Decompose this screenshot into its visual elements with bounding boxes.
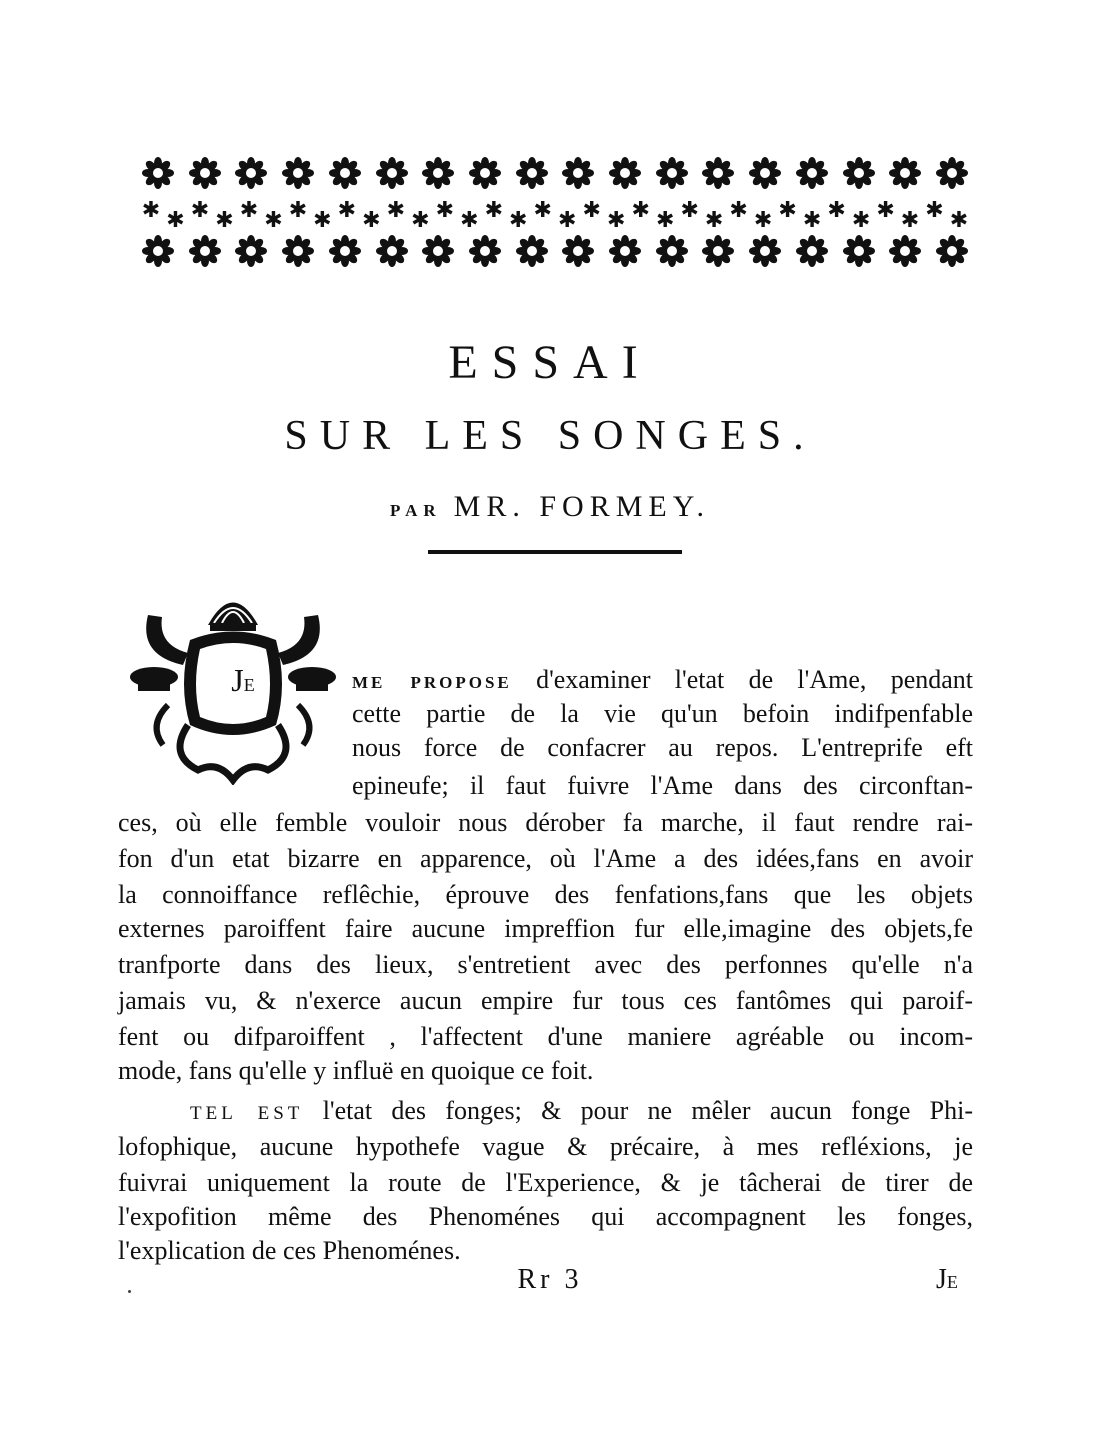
fleuron-icon xyxy=(794,155,830,191)
star-icon: ✱ xyxy=(215,207,234,232)
fleuron-icon xyxy=(654,233,690,269)
text-line xyxy=(118,878,973,912)
text-line xyxy=(190,1094,973,1131)
fleuron-icon xyxy=(887,155,923,191)
star-icon: ✱ xyxy=(729,197,748,222)
text-line xyxy=(118,912,973,946)
fleuron-icon xyxy=(233,155,269,191)
line-text: l'expofition même des Phenoménes qui accompagnent les fonges, xyxy=(118,1202,973,1231)
fleuron-icon xyxy=(934,233,970,269)
line-text: externes paroiffent faire aucune impreffion fur elle,imagine des objets,fe xyxy=(118,914,973,943)
star-icon: ✱ xyxy=(900,207,920,232)
text-line xyxy=(118,842,973,876)
text-line xyxy=(118,1130,973,1164)
catchword-small: E xyxy=(946,1272,958,1292)
fleuron-icon xyxy=(794,233,830,269)
fleuron-icon xyxy=(374,155,410,191)
line-text: jamais vu, & n'exerce aucun empire fur tous ces fantômes qui paroif- xyxy=(118,986,973,1015)
fleuron-icon xyxy=(887,233,923,269)
text-line xyxy=(118,948,973,982)
catchword xyxy=(936,1264,958,1296)
title-sur-les-songes: SUR LES SONGES. xyxy=(284,413,816,459)
line-text: ces, où elle femble vouloir nous dérober fa marche, il faut rendre rai- xyxy=(118,808,973,837)
star-icon: ✱ xyxy=(533,197,552,222)
line-text: lofophique, aucune hypothefe vague & précaire, à mes refléxions, je xyxy=(118,1132,973,1161)
fleuron-icon xyxy=(280,155,316,191)
star-icon: ✱ xyxy=(484,197,503,222)
line-text: fent ou difparoiffent , l'affectent d'une maniere agréable ou incom- xyxy=(118,1022,973,1051)
text-line xyxy=(352,769,973,803)
line-text: l'etat des fonges; & pour ne mêler aucun fonge Phi- xyxy=(303,1096,973,1125)
fleuron-icon xyxy=(747,155,783,191)
line-text: cette partie de la vie qu'un befoin indifpenfable xyxy=(352,699,973,728)
fleuron-icon xyxy=(467,155,503,191)
line-text: fuivrai uniquement la route de l'Experience, & je tâcherai de tirer de xyxy=(118,1168,973,1197)
text-line xyxy=(118,984,973,1018)
star-icon: ✱ xyxy=(509,207,528,232)
text-line xyxy=(118,806,973,840)
fleuron-icon xyxy=(327,233,363,269)
text-line xyxy=(352,663,973,700)
fleuron-icon xyxy=(467,233,503,269)
star-icon: ✱ xyxy=(949,207,969,232)
fleuron-icon xyxy=(140,155,176,191)
line-text: tranfporte dans des lieux, s'entretient avec des perfonnes qu'elle n'a xyxy=(118,950,973,979)
line-text: epineufe; il faut fuivre l'Ame dans des circonftan- xyxy=(352,771,973,800)
text-line xyxy=(118,1054,973,1088)
fleuron-icon xyxy=(841,155,877,191)
star-icon: ✱ xyxy=(411,207,430,232)
text-line xyxy=(118,1020,973,1054)
star-icon: ✱ xyxy=(264,207,283,232)
fleuron-icon xyxy=(934,155,970,191)
fleuron-icon xyxy=(420,155,456,191)
title-essai: ESSAI xyxy=(448,336,652,389)
small-caps-lead: ME PROPOSE xyxy=(352,673,512,692)
star-icon: ✱ xyxy=(827,197,846,222)
text-line xyxy=(118,1200,973,1234)
fleuron-icon xyxy=(700,233,736,269)
star-icon: ✱ xyxy=(851,207,871,232)
star-icon: ✱ xyxy=(313,207,332,232)
line-text: fon d'un etat bizarre en apparence, où l'Ame a des idées,fans en avoir xyxy=(118,844,973,873)
author-name: MR. FORMEY. xyxy=(453,490,711,523)
fleuron-icon xyxy=(187,155,223,191)
star-icon: ✱ xyxy=(802,207,822,232)
star-icon: ✱ xyxy=(435,197,455,222)
star-icon: ✱ xyxy=(631,197,650,222)
star-icon: ✱ xyxy=(680,197,699,222)
author-line xyxy=(0,490,1100,524)
star-icon: ✱ xyxy=(141,197,161,222)
star-icon: ✱ xyxy=(460,207,479,232)
fleuron-icon xyxy=(747,233,783,269)
line-text: d'examiner l'etat de l'Ame, pendant xyxy=(511,665,974,694)
fleuron-icon xyxy=(280,233,316,269)
drop-initial xyxy=(218,660,268,700)
title-rule xyxy=(428,550,682,554)
star-icon: ✱ xyxy=(606,207,626,232)
fleuron-icon xyxy=(187,233,223,269)
line-text: mode, fans qu'elle y influë en quoique ce foit. xyxy=(118,1056,594,1085)
small-caps-lead: TEL EST xyxy=(190,1103,304,1124)
fleuron-icon xyxy=(420,233,456,269)
fleuron-row-top xyxy=(140,155,970,193)
line-text: nous force de confacrer au repos. L'entreprife eft xyxy=(352,733,973,762)
fleuron-icon xyxy=(607,233,643,269)
star-icon: ✱ xyxy=(778,197,797,222)
fleuron-icon xyxy=(700,155,736,191)
fleuron-row-bottom xyxy=(140,233,970,271)
fleuron-icon xyxy=(560,155,596,191)
drop-initial-rest: E xyxy=(243,675,255,695)
star-icon: ✱ xyxy=(239,197,259,222)
star-icon: ✱ xyxy=(582,197,601,222)
fleuron-icon xyxy=(560,233,596,269)
star-icon: ✱ xyxy=(753,207,773,232)
text-line xyxy=(352,697,973,731)
text-line xyxy=(352,731,973,765)
star-icon: ✱ xyxy=(558,207,577,232)
star-icon: ✱ xyxy=(166,207,185,232)
star-icon: ✱ xyxy=(386,197,406,222)
fleuron-icon xyxy=(654,155,690,191)
star-icon: ✱ xyxy=(704,207,724,232)
fleuron-icon xyxy=(514,155,550,191)
star-row xyxy=(140,197,970,232)
star-icon: ✱ xyxy=(925,197,944,222)
fleuron-icon xyxy=(374,233,410,269)
star-icon: ✱ xyxy=(190,197,210,222)
author-par: PAR xyxy=(389,501,442,520)
catchword-big: J xyxy=(936,1264,947,1295)
line-text: l'explication de ces Phenoménes. xyxy=(118,1236,461,1265)
text-line xyxy=(118,1166,973,1200)
signature-mark: Rr 3 xyxy=(517,1264,583,1295)
fleuron-icon xyxy=(514,233,550,269)
fleuron-icon xyxy=(607,155,643,191)
star-icon: ✱ xyxy=(876,197,895,222)
star-icon: ✱ xyxy=(655,207,675,232)
fleuron-icon xyxy=(327,155,363,191)
fleuron-icon xyxy=(140,233,176,269)
fleuron-icon xyxy=(841,233,877,269)
drop-initial-letter: J xyxy=(231,662,244,698)
fleuron-icon xyxy=(233,233,269,269)
star-icon: ✱ xyxy=(337,197,357,222)
text-line xyxy=(118,1234,973,1268)
star-icon: ✱ xyxy=(362,207,381,232)
star-icon: ✱ xyxy=(288,197,308,222)
line-text: la connoiffance reflêchie, éprouve des fenfations,fans que les objets xyxy=(118,880,973,909)
fleuron-ornament-band xyxy=(140,155,970,275)
